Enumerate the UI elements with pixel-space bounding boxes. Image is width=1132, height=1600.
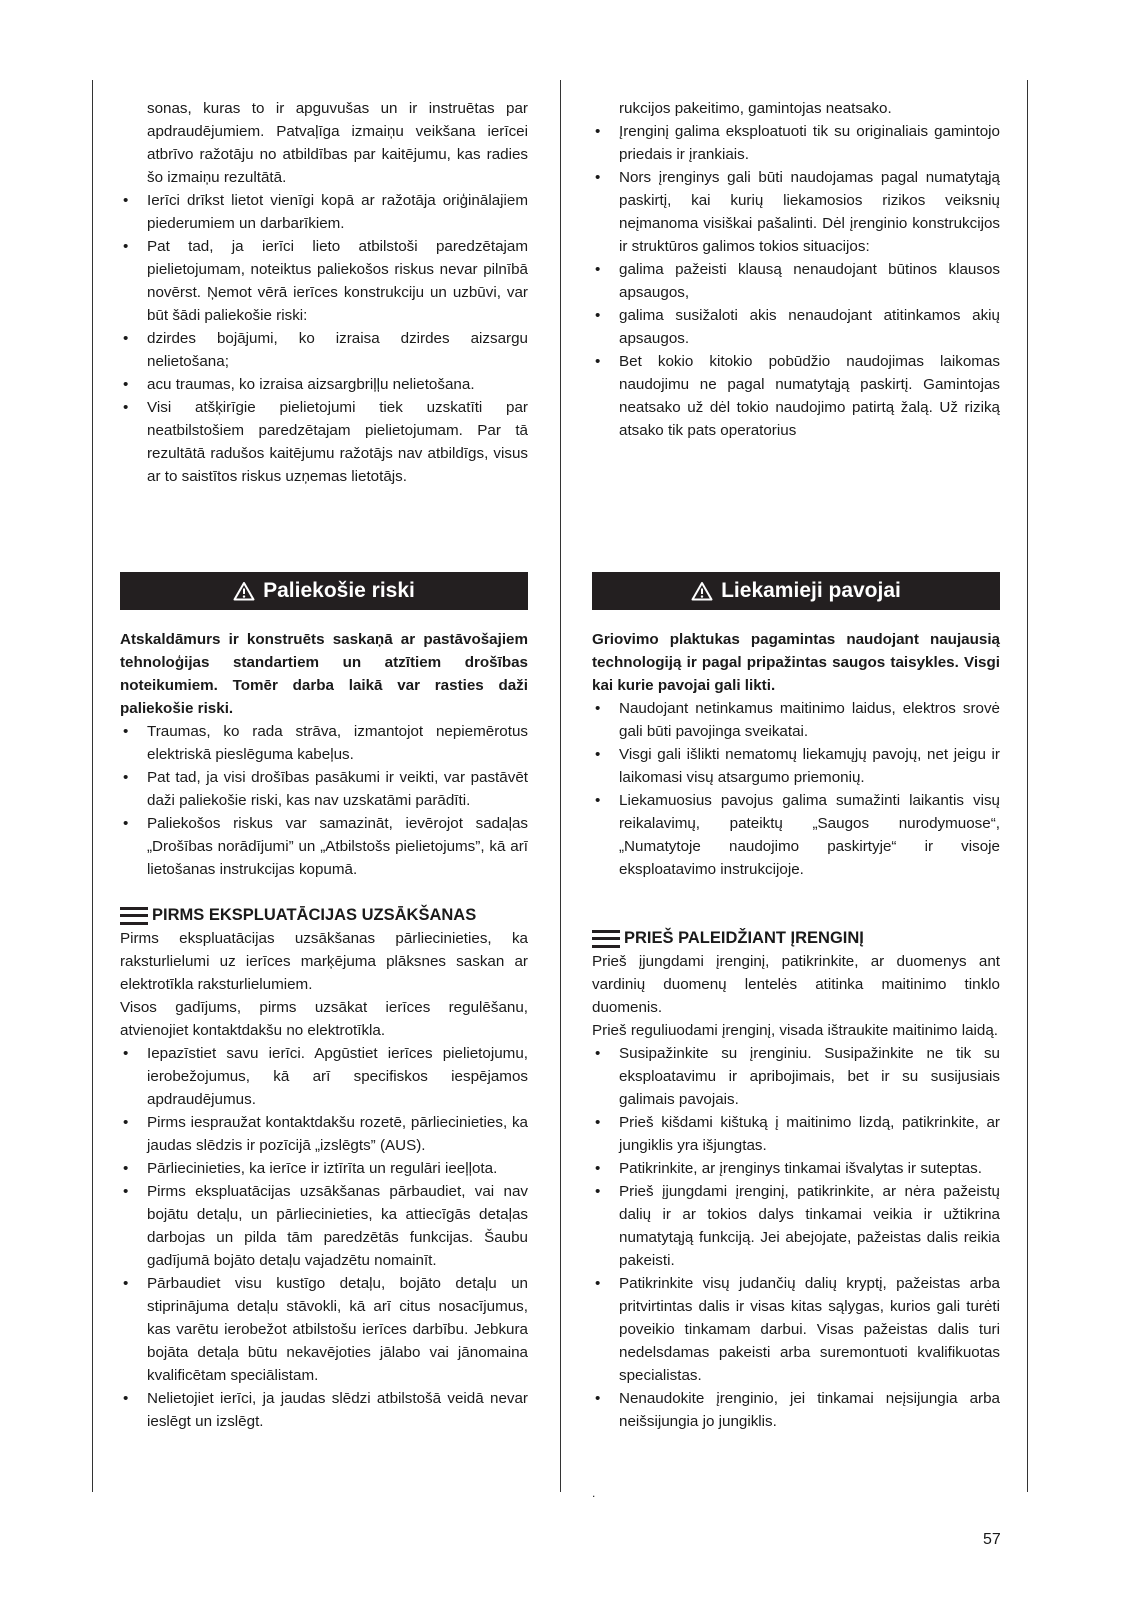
right-startup-para1: Prieš įjungdami įrenginį, patikrinkite, ar duomenys ant vardinių duomenų lentelės atitinka maitinimo tinklo duomenis.: [592, 953, 1000, 1016]
list-item: • dzirdes bojājumi, ko izraisa dzirdes aizsargu nelietošana;: [120, 327, 528, 373]
list-item: • acu traumas, ko izraisa aizsargbriļļu nelietošana.: [120, 373, 528, 396]
banner-title: Liekamieji pavojai: [721, 579, 901, 602]
heading-text: PIRMS EKSPLUATĀCIJAS UZSĀKŠANAS: [152, 906, 477, 924]
right-startup-heading: [592, 927, 1000, 950]
list-item: • Naudojant netinkamus maitinimo laidus, elektros srovė gali būti pavojinga sveikatai.: [592, 697, 1000, 743]
right-top-list: [592, 120, 1000, 442]
list-item: • Paliekošos riskus var samazināt, ievērojot sadaļas „Drošības norādījumi” un „Atbilstošs pielietojums”, kā arī lietošanas instrukcijas kopumā.: [120, 812, 528, 881]
list-item: • Visi atšķirīgie pielietojumi tiek uzskatīti par neatbilstošiem paredzētajam pielietojumam. Par tā rezultātā radušos kaitējumu ražotājs nav atbildīgs, visus ar to saistītos riskus uzņemas lietotājs.: [120, 396, 528, 488]
list-item: • Traumas, ko rada strāva, izmantojot nepiemērotus elektriskā pieslēguma kabeļus.: [120, 720, 528, 766]
list-item: • galima susižaloti akis nenaudojant atitinkamos akių apsaugos.: [592, 304, 1000, 350]
list-item: • Patikrinkite, ar įrenginys tinkamai išvalytas ir suteptas.: [592, 1157, 1000, 1180]
list-item: • Prieš kišdami kištuką į maitinimo lizdą, patikrinkite, ar jungiklis yra išjungtas.: [592, 1111, 1000, 1157]
list-item: • Patikrinkite visų judančių dalių kryptį, pažeistas arba pritvirtintas dalis ir visas kitas sąlygas, kurios gali turėti poveikio tinkamam darbui. Visas pažeistas dalis turi nedelsdamas pakeisti arba suremontuoti kvalifikuotas specialistas.: [592, 1272, 1000, 1387]
list-item: • Prieš įjungdami įrenginį, patikrinkite, ar nėra pažeistų dalių ir ar tokios dalys tinkamai veikia ir užtikrina numatytąją funkciją. Jei abejojate, pažeistas dalis reikia pakeisti.: [592, 1180, 1000, 1272]
left-margin-rule: [92, 80, 93, 1492]
trailing-mark: .: [592, 1486, 596, 1500]
menu-lines-icon: [592, 930, 620, 948]
warning-triangle-icon: [233, 581, 255, 601]
list-item: • Nors įrenginys gali būti naudojamas pagal numatytąją paskirtį, kai kurių liekamosios rizikos veiksnių neįmanoma visiškai pašalinti. Dėl įrenginio konstrukcijos ir struktūros galimos tokios situacijos:: [592, 166, 1000, 258]
list-item: • Pat tad, ja ierīci lieto atbilstoši paredzētajam pielietojumam, noteiktus paliekošos riskus nevar pilnībā novērst. Ņemot vērā ierīces konstrukciju un uzbūvi, var būt šādi paliekošie riski:: [120, 235, 528, 327]
left-startup-para2: Visos gadījums, pirms uzsākat ierīces regulēšanu, atvienojiet kontaktdakšu no elektrotīkla.: [120, 999, 528, 1039]
list-item: • galima pažeisti klausą nenaudojant būtinos klausos apsaugos,: [592, 258, 1000, 304]
list-item: • Iepazīstiet savu ierīci. Apgūstiet ierīces pielietojumu, ierobežojumus, kā arī specifiskos iespējamos apdraudējumus.: [120, 1042, 528, 1111]
left-startup-para1: Pirms ekspluatācijas uzsākšanas pārliecinieties, ka raksturlielumi uz ierīces marķējuma plāksnes saskan ar elektrotīkla raksturlielumiem.: [120, 930, 528, 993]
left-top-section: [120, 97, 528, 488]
residual-risks-banner-right: [592, 572, 1000, 610]
right-startup-para2: Prieš reguliuodami įrenginį, visada ištraukite maitinimo laidą.: [592, 1022, 999, 1039]
list-item: • Ierīci drīkst lietot vienīgi kopā ar ražotāja oriģinālajiem piederumiem un darbarīkiem.: [120, 189, 528, 235]
right-risks-intro: Griovimo plaktukas pagamintas naudojant naujausią technologiją ir pagal pripažintas saugos taisykles. Visgi kai kurie pavojai gali likti.: [592, 631, 1000, 694]
heading-text: PRIEŠ PALEIDŽIANT ĮRENGINĮ: [624, 929, 864, 947]
left-startup-list: [120, 1042, 528, 1433]
left-risks-intro: Atskaldāmurs ir konstruēts saskaņā ar pastāvošajiem tehnoloģijas standartiem un atzītiem drošības noteikumiem. Tomēr darba laikā var rasties daži paliekošie riski.: [120, 631, 528, 717]
right-bottom-section: [592, 628, 1000, 1433]
list-item: • Nenaudokite įrenginio, jei tinkamai neįsijungia arba neišsijungia jo jungiklis.: [592, 1387, 1000, 1433]
list-item: • Pārliecinieties, ka ierīce ir iztīrīta un regulāri ieeļļota.: [120, 1157, 528, 1180]
menu-lines-icon: [120, 907, 148, 925]
list-item: • Visgi gali išlikti nematomų liekamųjų pavojų, net jeigu ir laikomasi visų atsargumo priemonių.: [592, 743, 1000, 789]
list-item: • Liekamuosius pavojus galima sumažinti laikantis visų reikalavimų, pateiktų „Saugos nurodymuose“, „Numatytoje naudojimo paskirtyje“ ir visoje eksploatavimo instrukcijoje.: [592, 789, 1000, 881]
left-startup-heading: [120, 904, 528, 927]
list-item: • Pirms iespraužat kontaktdakšu rozetē, pārliecinieties, ka jaudas slēdzis ir pozīcijā „izslēgts” (AUS).: [120, 1111, 528, 1157]
left-top-list: [120, 189, 528, 488]
banner-title: Paliekošie riski: [263, 579, 415, 602]
right-startup-list: [592, 1042, 1000, 1433]
residual-risks-banner-left: [120, 572, 528, 610]
list-item: • Pārbaudiet visu kustīgo detaļu, bojāto detaļu un stiprinājuma detaļu stāvokli, kā arī citus nosacījumus, kas varētu ierobežot atbilstošu ierīces darbību. Jebkura bojāta detaļa būtu nekavējoties jālabo vai jānomaina kvalificētam speciālistam.: [120, 1272, 528, 1387]
right-top-section: [592, 97, 1000, 442]
warning-triangle-icon: [691, 581, 713, 601]
page-number: 57: [983, 1531, 1001, 1548]
right-risks-list: [592, 697, 1000, 881]
left-top-continuation: sonas, kuras to ir apguvušas un ir instruētas par apdraudējumiem. Patvaļīga izmaiņu veikšana ierīcei atbrīvo ražotāju no atbildības par kaitējumu, kas radies šo izmaiņu rezultātā.: [147, 100, 528, 186]
left-risks-list: [120, 720, 528, 881]
left-bottom-section: [120, 628, 528, 1433]
list-item: • Susipažinkite su įrenginiu. Susipažinkite ne tik su eksploatavimu ir apribojimais, bet ir su susijusiais galimais pavojais.: [592, 1042, 1000, 1111]
right-top-continuation: rukcijos pakeitimo, gamintojas neatsako.: [619, 100, 892, 117]
right-margin-rule: [1027, 80, 1028, 1492]
list-item: • Nelietojiet ierīci, ja jaudas slēdzi atbilstošā veidā nevar ieslēgt un izslēgt.: [120, 1387, 528, 1433]
list-item: • Pirms ekspluatācijas uzsākšanas pārbaudiet, vai nav bojātu detaļu, un pārliecinieties, ka attiecīgās detaļas darbojas un pilda tām paredzētās funkcijas. Šaubu gadījumā bojāto detaļu vajadzētu nomainīt.: [120, 1180, 528, 1272]
list-item: • Pat tad, ja visi drošības pasākumi ir veikti, var pastāvēt daži paliekošie riski, kas nav uzskatāmi parādīti.: [120, 766, 528, 812]
center-divider-rule: [560, 80, 561, 1492]
list-item: • Įrenginį galima eksploatuoti tik su originaliais gamintojo priedais ir įrankiais.: [592, 120, 1000, 166]
list-item: • Bet kokio kitokio pobūdžio naudojimas laikomas naudojimu ne pagal numatytąją paskirtį. Gamintojas neatsako už dėl tokio naudojimo patirtą žalą. Už riziką atsako tik pats operatorius: [592, 350, 1000, 442]
